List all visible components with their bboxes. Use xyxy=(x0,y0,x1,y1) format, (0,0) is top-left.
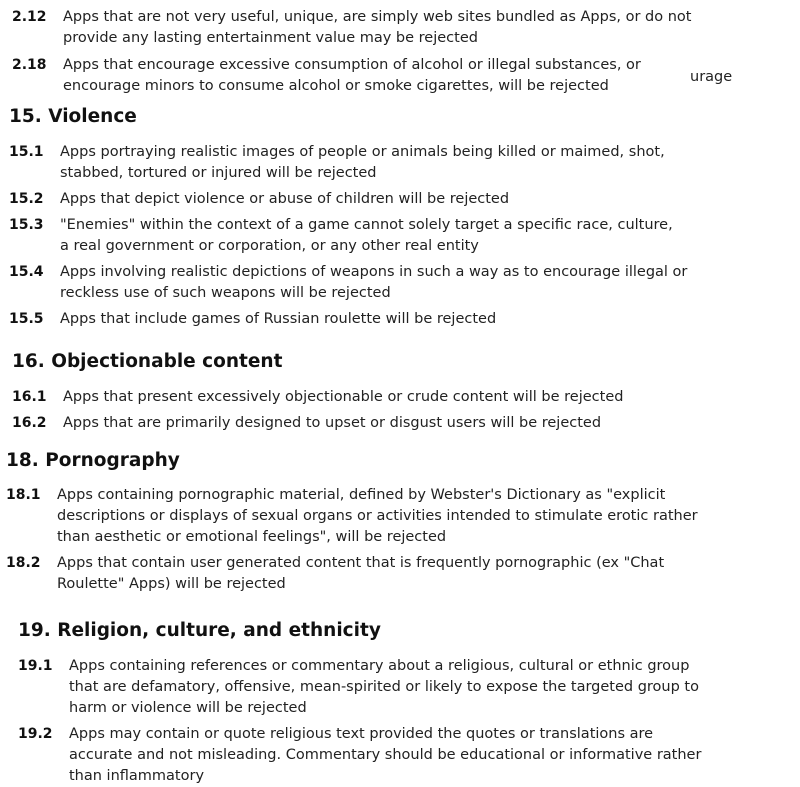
item-text: Apps that encourage excessive consumption of alcohol or illegal substances, or encourage minors to consume alcohol or smoke cigarettes, will be rejected xyxy=(63,57,641,94)
item-text: "Enemies" within the context of a game cannot solely target a specific race, culture, a real government or corporation, or any other real entity xyxy=(60,217,673,254)
list-item xyxy=(9,189,702,210)
item-number: 15.3 xyxy=(9,217,44,233)
list-item xyxy=(9,309,702,330)
list-item xyxy=(6,485,707,548)
item-number: 15.2 xyxy=(9,191,44,207)
item-text: Apps may contain or quote religious text provided the quotes or translations are accurate and not misleading. Commentary should be educational or informative rather than inflammatory xyxy=(69,726,702,784)
list-item xyxy=(9,215,680,257)
list-item xyxy=(12,55,691,97)
list-item xyxy=(9,262,720,304)
item-text: Apps that include games of Russian roulette will be rejected xyxy=(60,311,497,327)
section-title-violence: 15. Violence xyxy=(9,106,137,127)
list-item xyxy=(9,142,702,184)
list-item xyxy=(12,7,723,49)
item-number: 15.1 xyxy=(9,144,44,160)
list-item xyxy=(6,553,707,595)
item-number: 16.1 xyxy=(12,389,47,405)
item-text: Apps that present excessively objectionable or crude content will be rejected xyxy=(63,389,624,405)
item-number: 2.12 xyxy=(12,9,47,25)
item-text: Apps that depict violence or abuse of children will be rejected xyxy=(60,191,510,207)
list-item xyxy=(18,656,719,719)
item-text: Apps portraying realistic images of people or animals being killed or maimed, shot, stabbed, tortured or injured will be rejected xyxy=(60,144,665,181)
item-number: 15.4 xyxy=(9,264,44,280)
item-number: 19.1 xyxy=(18,658,53,674)
item-text: Apps that contain user generated content that is frequently pornographic (ex "Chat Roulette" Apps) will be rejected xyxy=(57,555,665,592)
section-title-objectionable-content: 16. Objectionable content xyxy=(12,351,283,372)
item-number: 15.5 xyxy=(9,311,44,327)
item-number: 19.2 xyxy=(18,726,53,742)
item-number: 2.18 xyxy=(12,57,47,73)
item-text: Apps involving realistic depictions of weapons in such a way as to encourage illegal or reckless use of such weapons will be rejected xyxy=(60,264,688,301)
list-item xyxy=(18,724,719,787)
item-number: 18.2 xyxy=(6,555,41,571)
section-title-pornography: 18. Pornography xyxy=(6,450,180,471)
item-text: Apps that are primarily designed to upset or disgust users will be rejected xyxy=(63,415,602,431)
item-text: Apps containing pornographic material, defined by Webster's Dictionary as "explicit descriptions or displays of sexual organs or activities intended to stimulate erotic rather than aesthetic or emotional feelings", will be rejected xyxy=(57,487,698,545)
item-number: 18.1 xyxy=(6,487,41,503)
section-title-religion-culture-ethnicity: 19. Religion, culture, and ethnicity xyxy=(18,620,381,641)
item-text: Apps containing references or commentary about a religious, cultural or ethnic group that are defamatory, offensive, mean-spirited or likely to expose the targeted group to harm or violence will be rejected xyxy=(69,658,699,716)
list-item xyxy=(12,413,723,434)
list-item xyxy=(12,387,723,408)
overlapping-text-fragment: urage xyxy=(690,69,733,85)
item-number: 16.2 xyxy=(12,415,47,431)
item-text: Apps that are not very useful, unique, are simply web sites bundled as Apps, or do not provide any lasting entertainment value may be rejected xyxy=(63,9,692,46)
